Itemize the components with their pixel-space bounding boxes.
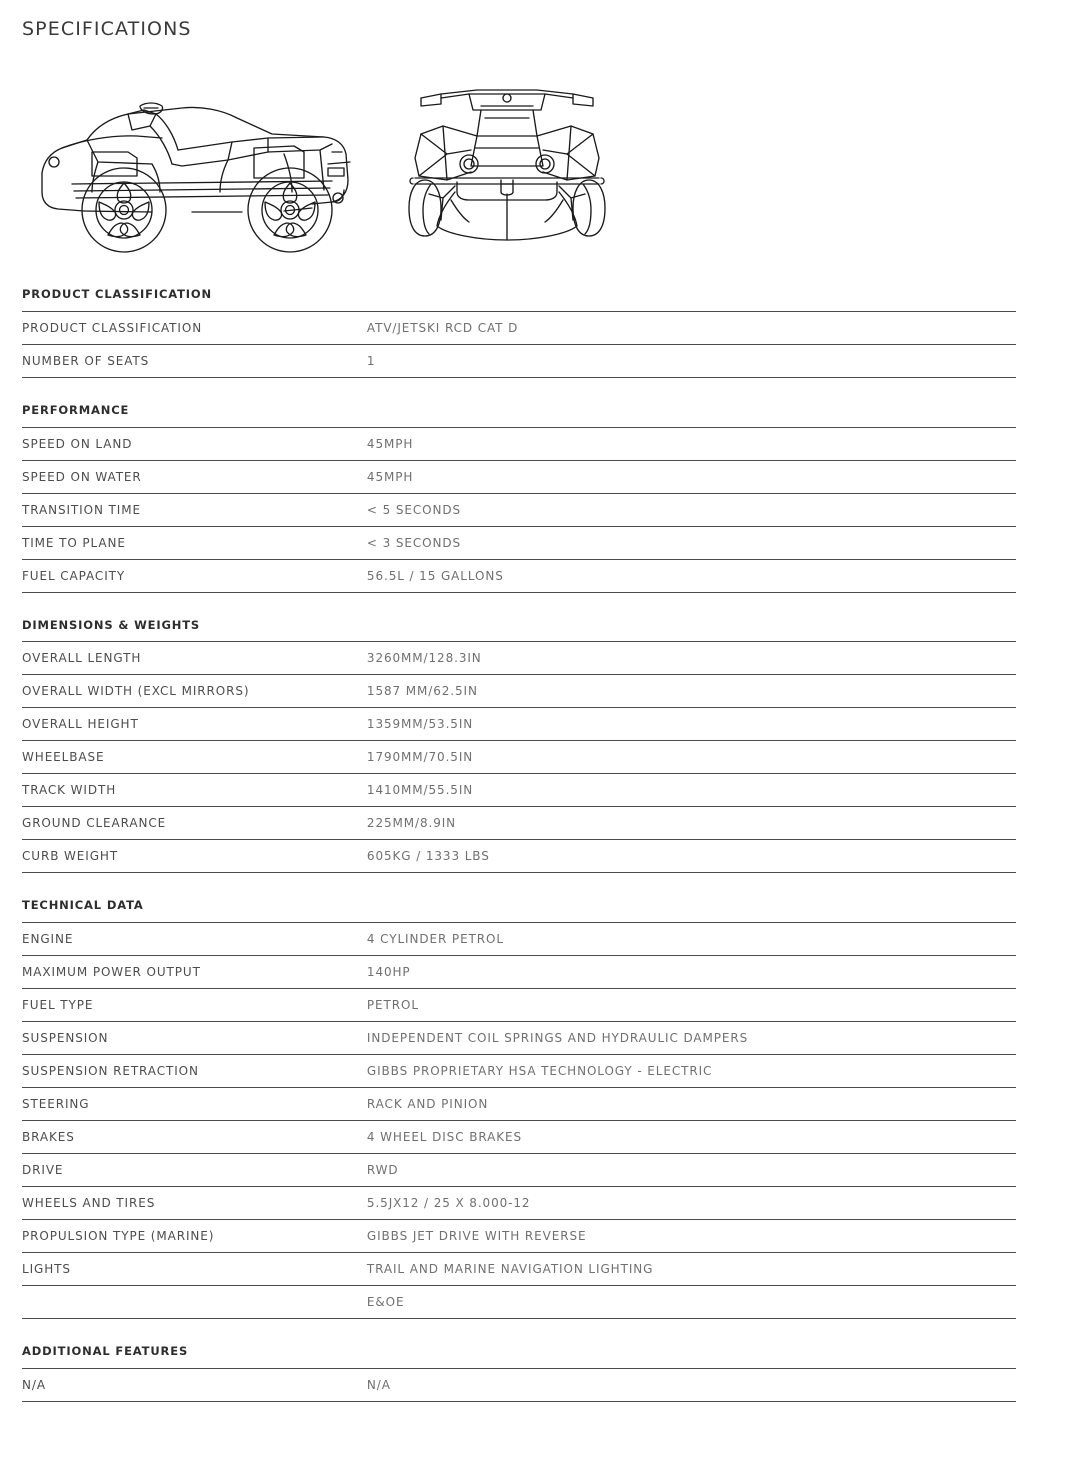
spec-label: MAXIMUM POWER OUTPUT	[22, 965, 201, 980]
specifications-sections	[22, 288, 1016, 1402]
table-row	[22, 708, 1016, 741]
spec-value: 45MPH	[366, 469, 414, 484]
spec-value: 225MM/8.9IN	[366, 816, 457, 831]
spec-label: SPEED ON LAND	[22, 436, 133, 451]
spec-value: 45MPH	[366, 436, 414, 451]
spec-label: SUSPENSION RETRACTION	[22, 1064, 199, 1079]
spec-value: 4 CYLINDER PETROL	[366, 932, 504, 947]
spec-value: 3260MM/128.3IN	[366, 651, 482, 666]
table-row	[22, 344, 1016, 377]
spec-value: 140HP	[366, 965, 411, 980]
spec-value: 5.5JX12 / 25 X 8.000-12	[366, 1196, 531, 1211]
spec-label: TRANSITION TIME	[22, 502, 141, 517]
spec-label: FUEL CAPACITY	[22, 568, 126, 583]
table-row	[22, 956, 1016, 989]
spec-value: < 3 SECONDS	[366, 535, 461, 550]
table-row	[22, 311, 1016, 344]
spec-label: OVERALL WIDTH (EXCL MIRRORS)	[22, 684, 250, 699]
table-row	[22, 493, 1016, 526]
spec-value: 1587 MM/62.5IN	[366, 684, 478, 699]
spec-section	[22, 619, 1016, 874]
vehicle-front-view-illustration	[407, 80, 607, 255]
spec-label: WHEELBASE	[22, 750, 105, 765]
spec-value: TRAIL AND MARINE NAVIGATION LIGHTING	[366, 1262, 654, 1277]
table-row	[22, 427, 1016, 460]
spec-label: N/A	[22, 1377, 46, 1392]
spec-label: LIGHTS	[22, 1262, 71, 1277]
spec-label: FUEL TYPE	[22, 998, 94, 1013]
table-row	[22, 1022, 1016, 1055]
table-row	[22, 1121, 1016, 1154]
table-row	[22, 1368, 1016, 1401]
table-row	[22, 1055, 1016, 1088]
spec-value: 1410MM/55.5IN	[366, 783, 474, 798]
spec-table	[22, 427, 1016, 593]
spec-label	[22, 1286, 367, 1319]
table-row	[22, 1253, 1016, 1286]
spec-label: STEERING	[22, 1097, 90, 1112]
table-row	[22, 989, 1016, 1022]
spec-label: DRIVE	[22, 1163, 64, 1178]
spec-table	[22, 1368, 1016, 1402]
spec-label: NUMBER OF SEATS	[22, 353, 150, 368]
table-row	[22, 923, 1016, 956]
spec-label: PROPULSION TYPE (MARINE)	[22, 1229, 215, 1244]
section-title: PRODUCT CLASSIFICATION	[22, 287, 213, 301]
spec-value: PETROL	[366, 998, 419, 1013]
spec-table	[22, 311, 1016, 378]
spec-value: 605KG / 1333 LBS	[366, 849, 490, 864]
spec-value: INDEPENDENT COIL SPRINGS AND HYDRAULIC DAMPERS	[366, 1031, 749, 1046]
section-title: PERFORMANCE	[22, 402, 130, 417]
spec-label: BRAKES	[22, 1130, 75, 1145]
table-row	[22, 741, 1016, 774]
spec-section	[22, 288, 1016, 378]
spec-table	[22, 641, 1016, 873]
section-title: TECHNICAL DATA	[22, 898, 144, 913]
spec-value: RWD	[366, 1163, 399, 1178]
section-title: DIMENSIONS & WEIGHTS	[22, 617, 201, 632]
table-row	[22, 1286, 1016, 1319]
table-row	[22, 840, 1016, 873]
table-row	[22, 807, 1016, 840]
spec-label: OVERALL HEIGHT	[22, 717, 139, 732]
spec-value: GIBBS PROPRIETARY HSA TECHNOLOGY - ELECTRIC	[366, 1064, 713, 1079]
spec-section	[22, 404, 1016, 593]
table-row	[22, 774, 1016, 807]
spec-value: GIBBS JET DRIVE WITH REVERSE	[366, 1229, 587, 1244]
table-row	[22, 1187, 1016, 1220]
spec-value: ATV/JETSKI RCD CAT D	[366, 320, 519, 335]
table-row	[22, 1154, 1016, 1187]
spec-table	[22, 922, 1016, 1319]
table-row	[22, 1220, 1016, 1253]
spec-label: SUSPENSION	[22, 1031, 109, 1046]
spec-value: E&OE	[366, 1295, 405, 1310]
spec-label: ENGINE	[22, 932, 74, 947]
spec-value: 4 WHEEL DISC BRAKES	[366, 1130, 522, 1145]
spec-value: N/A	[366, 1377, 391, 1392]
spec-label: TRACK WIDTH	[22, 783, 117, 798]
table-row	[22, 675, 1016, 708]
spec-label: CURB WEIGHT	[22, 849, 119, 864]
spec-label: SPEED ON WATER	[22, 469, 142, 484]
section-title: ADDITIONAL FEATURES	[22, 1344, 189, 1359]
spec-label: GROUND CLEARANCE	[22, 816, 167, 831]
spec-value: < 5 SECONDS	[366, 502, 461, 517]
table-row	[22, 460, 1016, 493]
table-row	[22, 526, 1016, 559]
spec-value: 1	[366, 353, 376, 368]
spec-value: 56.5L / 15 GALLONS	[366, 568, 504, 583]
spec-value: 1790MM/70.5IN	[366, 750, 474, 765]
vehicle-side-view-illustration	[32, 80, 362, 255]
spec-value: 1359MM/53.5IN	[366, 717, 474, 732]
spec-value: RACK AND PINION	[366, 1097, 489, 1112]
spec-label: PRODUCT CLASSIFICATION	[22, 320, 203, 335]
spec-label: OVERALL LENGTH	[22, 651, 142, 666]
spec-label: WHEELS AND TIRES	[22, 1196, 156, 1211]
spec-section	[22, 899, 1016, 1319]
spec-label: TIME TO PLANE	[22, 535, 126, 550]
spec-section	[22, 1345, 1016, 1402]
page-title: SPECIFICATIONS	[22, 18, 192, 40]
table-row	[22, 642, 1016, 675]
table-row	[22, 559, 1016, 592]
vehicle-illustrations	[22, 80, 1022, 265]
table-row	[22, 1088, 1016, 1121]
